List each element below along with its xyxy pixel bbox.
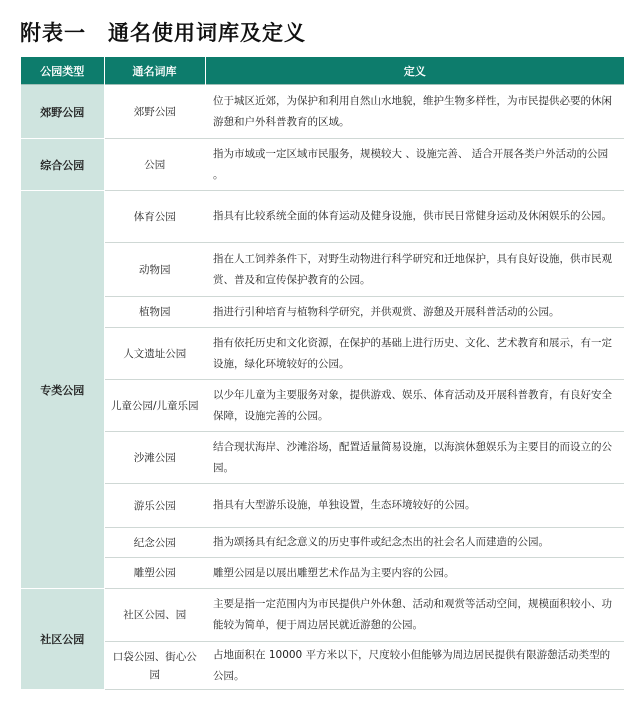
definition-cell: 指为市域或一定区域市民服务，规模较大 、设施完善、 适合开展各类户外活动的公园 。 [205,139,624,191]
definition-cell: 指具有比较系统全面的体育运动及健身设施，供市民日常健身运动及休闲娱乐的公园。 [205,191,624,243]
common-name-cell: 儿童公园/儿童乐园 [104,380,205,432]
park-type-cell: 社区公园 [21,589,104,690]
header-definition: 定义 [205,57,624,85]
table-row [21,558,624,589]
definition-cell: 雕塑公园是以展出雕塑艺术作品为主要内容的公园。 [205,558,624,589]
table-row [21,297,624,328]
table-row [21,589,624,642]
definition-cell: 位于城区近郊，为保护和利用自然山水地貌，维护生物多样性，为市民提供必要的休闲游憩和户外科普教育的区域。 [205,85,624,139]
header-common-name: 通名词库 [104,57,205,85]
common-name-cell: 公园 [104,139,205,191]
definition-cell: 占地面积在 10000 平方米以下，尺度较小但能够为周边居民提供有限游憩活动类型的公园。 [205,642,624,690]
table-row [21,380,624,432]
page-title: 附表一 通名使用词库及定义 [20,21,306,45]
header-park-type: 公园类型 [21,57,104,85]
common-name-cell: 游乐公园 [104,484,205,528]
definition-cell: 指进行引种培育与植物科学研究，并供观赏、游憩及开展科普活动的公园。 [205,297,624,328]
common-name-cell: 社区公园、园 [104,589,205,642]
table-row [21,85,624,139]
common-name-cell: 雕塑公园 [104,558,205,589]
common-name-cell: 口袋公园、街心公园 [104,642,205,690]
park-type-cell: 郊野公园 [21,85,104,139]
table-row [21,243,624,297]
definition-cell: 指具有大型游乐设施，单独设置，生态环境较好的公园。 [205,484,624,528]
common-name-cell: 沙滩公园 [104,432,205,484]
common-name-cell: 人文遗址公园 [104,328,205,380]
definition-cell: 指有依托历史和文化资源，在保护的基础上进行历史、文化、艺术教育和展示，有一定设施，绿化环境较好的公园。 [205,328,624,380]
table-row [21,432,624,484]
table-row [21,139,624,191]
common-name-cell: 植物园 [104,297,205,328]
park-type-cell: 专类公园 [21,191,104,589]
common-name-cell: 纪念公园 [104,528,205,558]
definition-cell: 主要是指一定范围内为市民提供户外休憩、活动和观赏等活动空间，规模面积较小、功能较为简单，便于周边居民就近游憩的公园。 [205,589,624,642]
table-header-row [21,57,624,85]
table-row [21,642,624,690]
park-type-cell: 综合公园 [21,139,104,191]
definition-cell: 指为颂扬具有纪念意义的历史事件或纪念杰出的社会名人而建造的公园。 [205,528,624,558]
common-name-cell: 郊野公园 [104,85,205,139]
common-name-cell: 动物园 [104,243,205,297]
table-row [21,484,624,528]
park-name-table [21,57,624,690]
definition-cell: 指在人工饲养条件下，对野生动物进行科学研究和迁地保护，具有良好设施，供市民观赏、普及和宣传保护教育的公园。 [205,243,624,297]
table-row [21,191,624,243]
definition-cell: 以少年儿童为主要服务对象，提供游戏、娱乐、体育活动及开展科普教育，有良好安全保障，设施完善的公园。 [205,380,624,432]
table-row [21,328,624,380]
common-name-cell: 体育公园 [104,191,205,243]
definition-cell: 结合现状海岸、沙滩浴场，配置适量简易设施，以海滨休憩娱乐为主要目的而设立的公园。 [205,432,624,484]
table-row [21,528,624,558]
